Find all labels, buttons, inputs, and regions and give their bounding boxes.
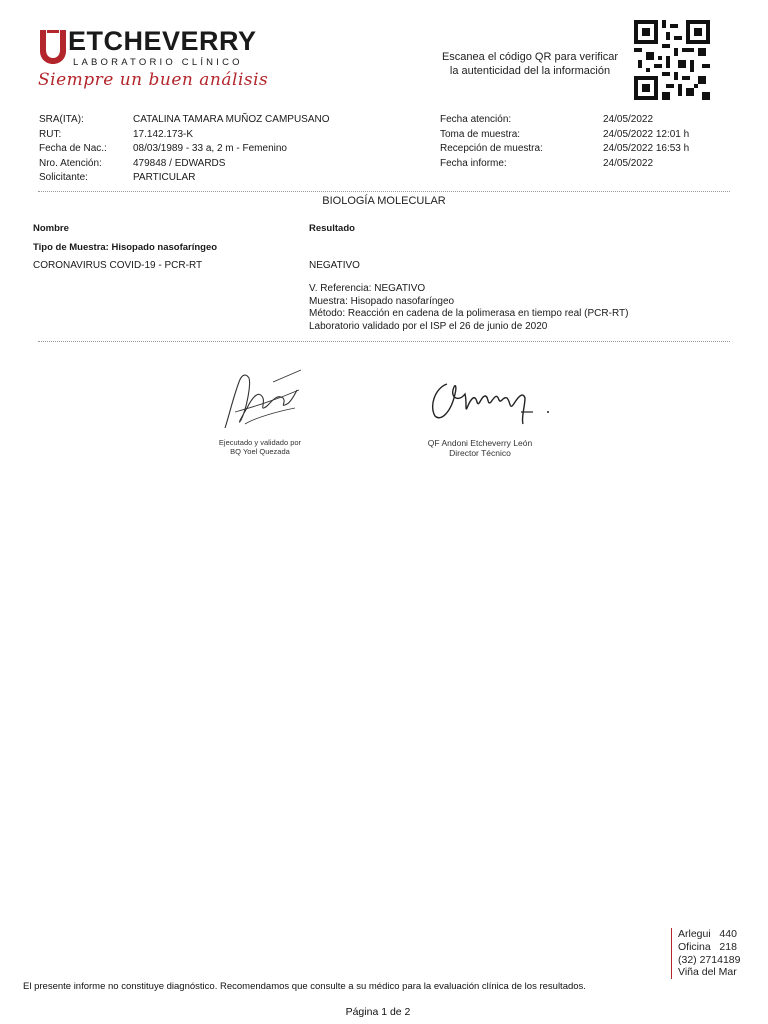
- report-date: 24/05/2022: [603, 157, 654, 169]
- signature-right-caption: [405, 438, 555, 458]
- method-note: Método: Reacción en cadena de la polimerasa en tiempo real (PCR-RT): [309, 308, 629, 319]
- label-patient-name: SRA(ITA):: [39, 114, 84, 125]
- patient-info-labels: [39, 113, 129, 186]
- signer-right-role: Director Técnico: [449, 448, 511, 458]
- label-report-date: Fecha informe:: [440, 157, 507, 169]
- page-number: Página 1 de 2: [345, 1006, 411, 1018]
- label-sample-date: Toma de muestra:: [440, 128, 521, 140]
- signer-right-name: QF Andoni Etcheverry León: [427, 438, 533, 448]
- qr-instructions: [430, 50, 630, 78]
- address-office: Oficina 218: [678, 940, 737, 953]
- patient-name: CATALINA TAMARA MUÑOZ CAMPUSANO: [133, 114, 330, 125]
- signer-left-role: Ejecutado y validado por: [218, 438, 302, 447]
- attention-date: 24/05/2022: [603, 114, 654, 125]
- date-values: [603, 113, 743, 171]
- attention-number: 479848 / EDWARDS: [133, 157, 226, 169]
- address-street: Arlegui 440: [678, 928, 737, 940]
- qr-code-icon: [634, 20, 710, 100]
- column-header-name: Nombre: [33, 223, 69, 234]
- patient-info-values: [133, 113, 423, 186]
- label-birthdate: Fecha de Nac.:: [39, 143, 107, 154]
- result-notes: [309, 283, 729, 333]
- signature-right: [425, 372, 555, 430]
- brand-subtitle: LABORATORIO CLÍNICO: [73, 57, 243, 68]
- requester: PARTICULAR: [133, 172, 196, 183]
- reception-date: 24/05/2022 16:53 h: [603, 143, 690, 154]
- sample-note: Muestra: Hisopado nasofaríngeo: [309, 295, 455, 307]
- test-result: NEGATIVO: [309, 260, 360, 271]
- test-name: CORONAVIRUS COVID-19 - PCR-RT: [33, 260, 203, 271]
- divider: [38, 341, 730, 342]
- logo: [38, 28, 268, 98]
- flask-logo-icon: [38, 30, 68, 64]
- sample-date: 24/05/2022 12:01 h: [603, 128, 690, 140]
- label-rut: RUT:: [39, 128, 62, 140]
- brand-tagline: Siempre un buen análisis: [38, 70, 269, 90]
- qr-text-line-1: Escanea el código QR para verificar: [441, 51, 619, 63]
- disclaimer: El presente informe no constituye diagnóstico. Recomendamos que consulte a su médico para la evaluación clínica de los resultados.: [23, 981, 586, 992]
- reference-value: V. Referencia: NEGATIVO: [309, 283, 426, 294]
- signature-left: [215, 368, 305, 436]
- label-attention-date: Fecha atención:: [440, 114, 512, 125]
- sample-type: Tipo de Muestra: Hisopado nasofaríngeo: [33, 242, 218, 253]
- divider: [38, 191, 730, 192]
- column-header-result: Resultado: [309, 223, 355, 234]
- address-city: Viña del Mar: [678, 966, 737, 979]
- qr-text-line-2: la autenticidad del la información: [449, 65, 611, 77]
- label-attention-number: Nro. Atención:: [39, 157, 102, 169]
- lab-address: [671, 928, 756, 979]
- brand-name: ETCHEVERRY: [68, 26, 257, 56]
- patient-rut: 17.142.173-K: [133, 128, 194, 140]
- section-title: BIOLOGÍA MOLECULAR: [322, 195, 446, 207]
- label-reception-date: Recepción de muestra:: [440, 143, 543, 154]
- signature-left-caption: [190, 438, 330, 456]
- patient-birthdate: 08/03/1989 - 33 a, 2 m - Femenino: [133, 143, 287, 154]
- label-requester: Solicitante:: [39, 172, 88, 183]
- date-labels: [440, 113, 590, 171]
- signer-left-name: BQ Yoel Quezada: [230, 447, 290, 456]
- validation-note: Laboratorio validado por el ISP el 26 de junio de 2020: [309, 320, 548, 332]
- address-phone: (32) 2714189: [678, 953, 741, 966]
